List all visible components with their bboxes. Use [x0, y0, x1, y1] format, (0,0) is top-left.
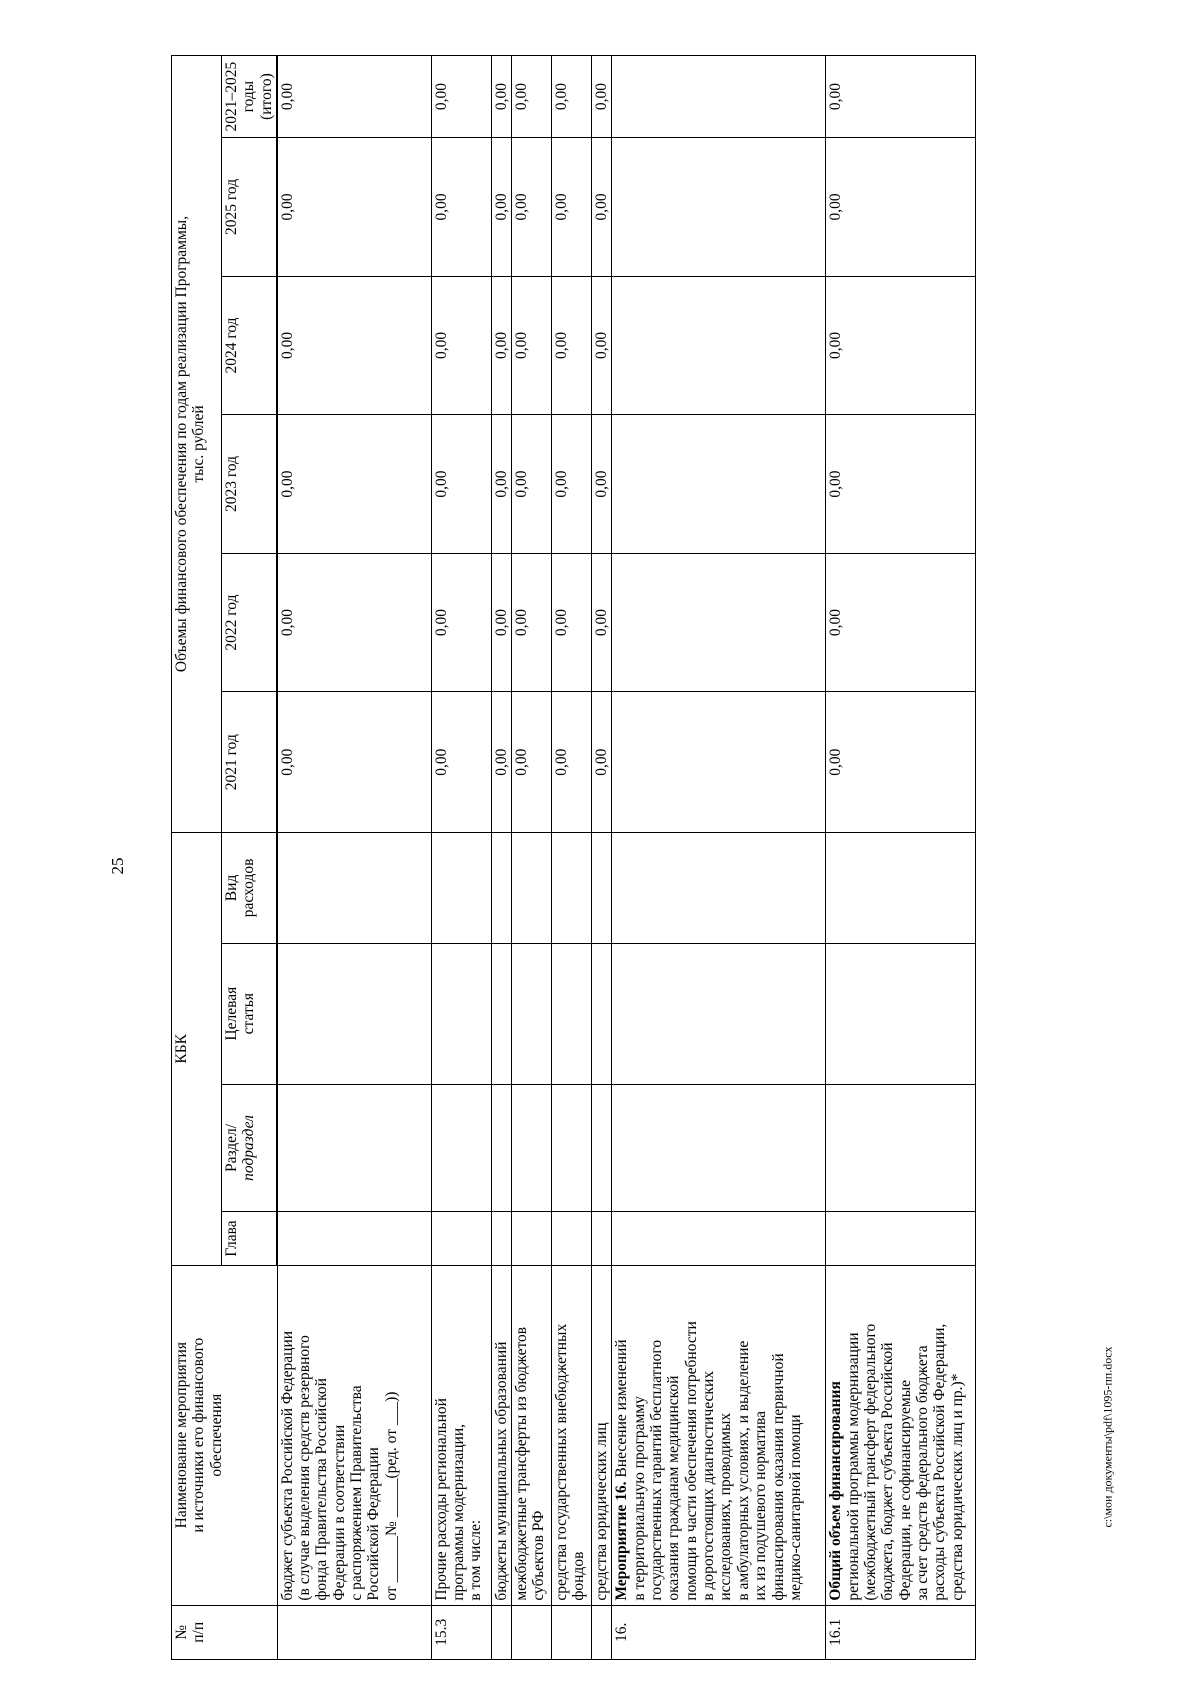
cell-value: 0,00	[277, 56, 431, 138]
cell-celevaya	[491, 943, 511, 1084]
cell-vid	[551, 833, 591, 944]
row-name: средства юридических лиц	[591, 1265, 611, 1605]
cell-value: 0,00	[826, 415, 976, 554]
cell-glava	[551, 1212, 591, 1265]
row-num: 15.3	[431, 1605, 491, 1659]
cell-value: 0,00	[591, 138, 611, 277]
row-name: бюджет субъекта Российской Федерации (в случае выделения средств резервного фонда Правительства Российской Федерации в соответствии с распоряжением Правительства Российской Федерации от ______№ _____(ред. от ___))	[277, 1265, 431, 1605]
cell-glava	[591, 1212, 611, 1265]
cell-value: 0,00	[431, 415, 491, 554]
header-year-2025: 2025 год	[222, 138, 278, 277]
cell-value: 0,00	[491, 415, 511, 554]
cell-vid	[431, 833, 491, 944]
cell-razdel	[491, 1084, 511, 1212]
row-num	[551, 1605, 591, 1659]
cell-value: 0,00	[277, 553, 431, 692]
cell-value: 0,00	[277, 415, 431, 554]
row-num: 16.	[612, 1605, 826, 1659]
row-name: Прочие расходы региональной программы модернизации, в том числе:	[431, 1265, 491, 1605]
cell-value: 0,00	[277, 138, 431, 277]
header-year-2024: 2024 год	[222, 276, 278, 415]
cell-glava	[491, 1212, 511, 1265]
header-num: № п/п	[172, 1605, 278, 1659]
table-row	[591, 56, 611, 1660]
header-volumes: Объемы финансового обеспечения по годам реализации Программы, тыс. рублей	[172, 56, 222, 833]
header-name: Наименование мероприятия и источники его финансового обеспечения	[172, 1265, 278, 1605]
row-name: Общий объем финансирования региональной программы модернизации (межбюджетный трансферт федерального бюджета, бюджет субъекта Российской Федерации, не софинансируемые за счет средств федерального бюджета расходы субъекта Российской Федерации, средства юридических лиц и пр.)*	[826, 1265, 976, 1605]
cell-value	[612, 553, 826, 692]
cell-value: 0,00	[511, 415, 551, 554]
cell-razdel	[551, 1084, 591, 1212]
cell-celevaya	[591, 943, 611, 1084]
cell-vid	[491, 833, 511, 944]
row-num	[277, 1605, 431, 1659]
cell-celevaya	[511, 943, 551, 1084]
cell-value: 0,00	[826, 692, 976, 833]
header-celevaya: Целевая статья	[222, 943, 278, 1084]
row-num: 16.1	[826, 1605, 976, 1659]
cell-glava	[277, 1212, 431, 1265]
cell-celevaya	[551, 943, 591, 1084]
row-num	[491, 1605, 511, 1659]
cell-value: 0,00	[826, 138, 976, 277]
header-vid: Вид расходов	[222, 833, 278, 944]
cell-value: 0,00	[591, 553, 611, 692]
header-glava: Глава	[222, 1212, 278, 1265]
cell-vid	[277, 833, 431, 944]
cell-value: 0,00	[591, 692, 611, 833]
cell-value: 0,00	[511, 138, 551, 277]
cell-glava	[431, 1212, 491, 1265]
cell-value: 0,00	[511, 553, 551, 692]
header-year-2023: 2023 год	[222, 415, 278, 554]
cell-razdel	[511, 1084, 551, 1212]
cell-value: 0,00	[511, 276, 551, 415]
cell-value: 0,00	[491, 276, 511, 415]
cell-value: 0,00	[491, 56, 511, 138]
cell-value	[612, 692, 826, 833]
table-row	[551, 56, 591, 1660]
row-num	[511, 1605, 551, 1659]
cell-vid	[826, 833, 976, 944]
cell-value: 0,00	[277, 276, 431, 415]
table-row	[277, 56, 431, 1660]
cell-razdel	[431, 1084, 491, 1212]
cell-value: 0,00	[431, 138, 491, 277]
rotated-table-wrapper	[171, 55, 1025, 1660]
header-kbk: КБК	[172, 833, 222, 1266]
page-number: 25	[108, 857, 127, 875]
cell-value: 0,00	[491, 692, 511, 833]
cell-glava	[511, 1212, 551, 1265]
cell-value: 0,00	[431, 692, 491, 833]
header-year-2022: 2022 год	[222, 553, 278, 692]
table-row	[826, 56, 976, 1660]
cell-glava	[612, 1212, 826, 1265]
cell-value: 0,00	[826, 553, 976, 692]
cell-razdel	[612, 1084, 826, 1212]
table-row	[431, 56, 491, 1660]
cell-vid	[612, 833, 826, 944]
row-name: средства государственных внебюджетных фондов	[551, 1265, 591, 1605]
header-year-2021: 2021 год	[222, 692, 278, 833]
cell-value	[612, 415, 826, 554]
cell-value: 0,00	[591, 415, 611, 554]
cell-value: 0,00	[511, 56, 551, 138]
row-name: Мероприятие 16. Внесение изменений в территориальную программу государственных гарантий бесплатного оказания гражданам медицинской помощи в части обеспечения потребности в дорогостоящих диагностических исследованиях, проводимых в амбулаторных условиях, и выделение их из подушевого норматива финансирования оказания первичной медико-санитарной помощи	[612, 1265, 826, 1605]
cell-value: 0,00	[551, 56, 591, 138]
cell-value: 0,00	[826, 276, 976, 415]
cell-value: 0,00	[826, 56, 976, 138]
cell-value: 0,00	[551, 692, 591, 833]
header-year-total: 2021–2025 годы (итого)	[222, 56, 278, 138]
cell-razdel	[826, 1084, 976, 1212]
cell-value: 0,00	[431, 553, 491, 692]
row-num	[591, 1605, 611, 1659]
cell-celevaya	[431, 943, 491, 1084]
footer-file-path: c:\мои документы\pdf\1095-пп.docx	[1100, 1346, 1115, 1528]
cell-value: 0,00	[591, 56, 611, 138]
row-name: межбюджетные трансферты из бюджетов субъектов РФ	[511, 1265, 551, 1605]
cell-value: 0,00	[491, 138, 511, 277]
cell-celevaya	[826, 943, 976, 1084]
cell-razdel	[277, 1084, 431, 1212]
cell-vid	[591, 833, 611, 944]
cell-value: 0,00	[431, 276, 491, 415]
cell-value: 0,00	[551, 553, 591, 692]
cell-value: 0,00	[277, 692, 431, 833]
cell-value: 0,00	[551, 138, 591, 277]
cell-value: 0,00	[551, 276, 591, 415]
table-row	[491, 56, 511, 1660]
cell-value: 0,00	[551, 415, 591, 554]
cell-celevaya	[277, 943, 431, 1084]
cell-glava	[826, 1212, 976, 1265]
cell-value: 0,00	[511, 692, 551, 833]
cell-value	[612, 276, 826, 415]
cell-celevaya	[612, 943, 826, 1084]
cell-value: 0,00	[491, 553, 511, 692]
cell-value	[612, 138, 826, 277]
cell-razdel	[591, 1084, 611, 1212]
header-razdel: Раздел/ подраздел	[222, 1084, 278, 1212]
cell-value	[612, 56, 826, 138]
table-row	[612, 56, 826, 1660]
cell-value: 0,00	[431, 56, 491, 138]
financing-table	[171, 55, 976, 1660]
table-row	[511, 56, 551, 1660]
cell-vid	[511, 833, 551, 944]
row-name: бюджеты муниципальных образований	[491, 1265, 511, 1605]
cell-value: 0,00	[591, 276, 611, 415]
